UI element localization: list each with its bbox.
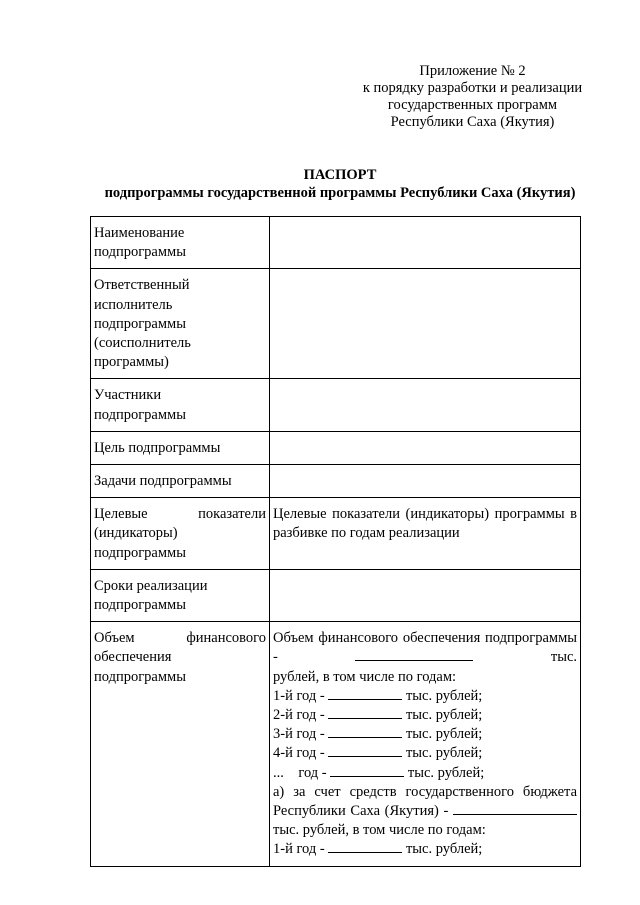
financing-intro: Объем финансового обеспечения подпрограммы - тыс. (273, 630, 578, 666)
appendix-reference-line: Республики Саха (Якутия) (390, 114, 555, 130)
blank-field (355, 648, 473, 661)
year-line: 1-й год - тыс. рублей; (273, 841, 483, 858)
table-row (91, 569, 581, 621)
blank-field (328, 744, 402, 757)
label-line: Цель подпрограммы (94, 439, 221, 456)
label-line: подпрограммы (94, 406, 186, 423)
blank-field (453, 802, 577, 815)
year-line: ... год - тыс. рублей; (273, 764, 485, 781)
blank-field (328, 725, 402, 738)
document-title (40, 166, 640, 202)
blank-field (328, 687, 402, 700)
blank-field (330, 764, 404, 777)
table-row (91, 465, 581, 498)
row-label-name (91, 217, 270, 269)
row-label-participants (91, 379, 270, 431)
table-row (91, 217, 581, 269)
passport-table (90, 216, 581, 867)
row-label-executor (91, 269, 270, 379)
label-line: подпрограммы (94, 597, 186, 614)
table-row (91, 269, 581, 379)
row-label-indicators: Целевые показатели (индикаторы) подпрограммы (91, 498, 270, 570)
label-line: Участники (94, 387, 162, 404)
blank-field (328, 840, 402, 853)
label-line: исполнитель (94, 296, 173, 313)
row-label-financing: Объем финансового обеспечения подпрограммы (91, 622, 270, 866)
row-label-tasks (91, 465, 270, 498)
label-line: Ответственный (94, 277, 190, 294)
budget-source-tail: тыс. рублей, в том числе по годам: (273, 822, 486, 839)
row-value-financing (270, 622, 581, 866)
appendix-number: Приложение № 2 (419, 63, 526, 79)
label-line: Задачи подпрограммы (94, 473, 232, 490)
label-line: программы) (94, 354, 169, 371)
table-row (91, 431, 581, 464)
budget-source-line: а) за счет средств государственного бюджета Республики Саха (Якутия) - (273, 783, 577, 820)
row-value-indicators: Целевые показатели (индикаторы) программы в разбивке по годам реализации (270, 498, 581, 570)
year-line: 1-й год - тыс. рублей; (273, 687, 483, 704)
row-value-executor (270, 269, 581, 379)
row-value-name (270, 217, 581, 269)
row-label-goal (91, 431, 270, 464)
label-line: (соисполнитель (94, 335, 191, 352)
label-line: подпрограммы (94, 244, 186, 261)
table-row (91, 498, 581, 570)
financing-intro-tail: рублей, в том числе по годам: (273, 668, 457, 685)
label-line: Наименование (94, 225, 185, 241)
year-line: 2-й год - тыс. рублей; (273, 707, 483, 724)
year-line: 3-й год - тыс. рублей; (273, 726, 483, 743)
row-value-goal (270, 431, 581, 464)
title-main: ПАСПОРТ (303, 167, 377, 183)
row-value-participants (270, 379, 581, 431)
appendix-header (335, 63, 610, 131)
label-line: подпрограммы (94, 315, 186, 332)
table-row (91, 379, 581, 431)
year-line: 4-й год - тыс. рублей; (273, 745, 483, 762)
label-line: Сроки реализации (94, 577, 208, 594)
appendix-reference-line: государственных программ (387, 97, 558, 113)
row-label-terms (91, 569, 270, 621)
table-row (91, 622, 581, 866)
blank-field (328, 706, 402, 719)
row-value-tasks (270, 465, 581, 498)
title-subtitle: подпрограммы государственной программы Республики Саха (Якутия) (104, 185, 576, 201)
row-value-terms (270, 569, 581, 621)
appendix-reference-line: к порядку разработки и реализации (362, 80, 583, 96)
